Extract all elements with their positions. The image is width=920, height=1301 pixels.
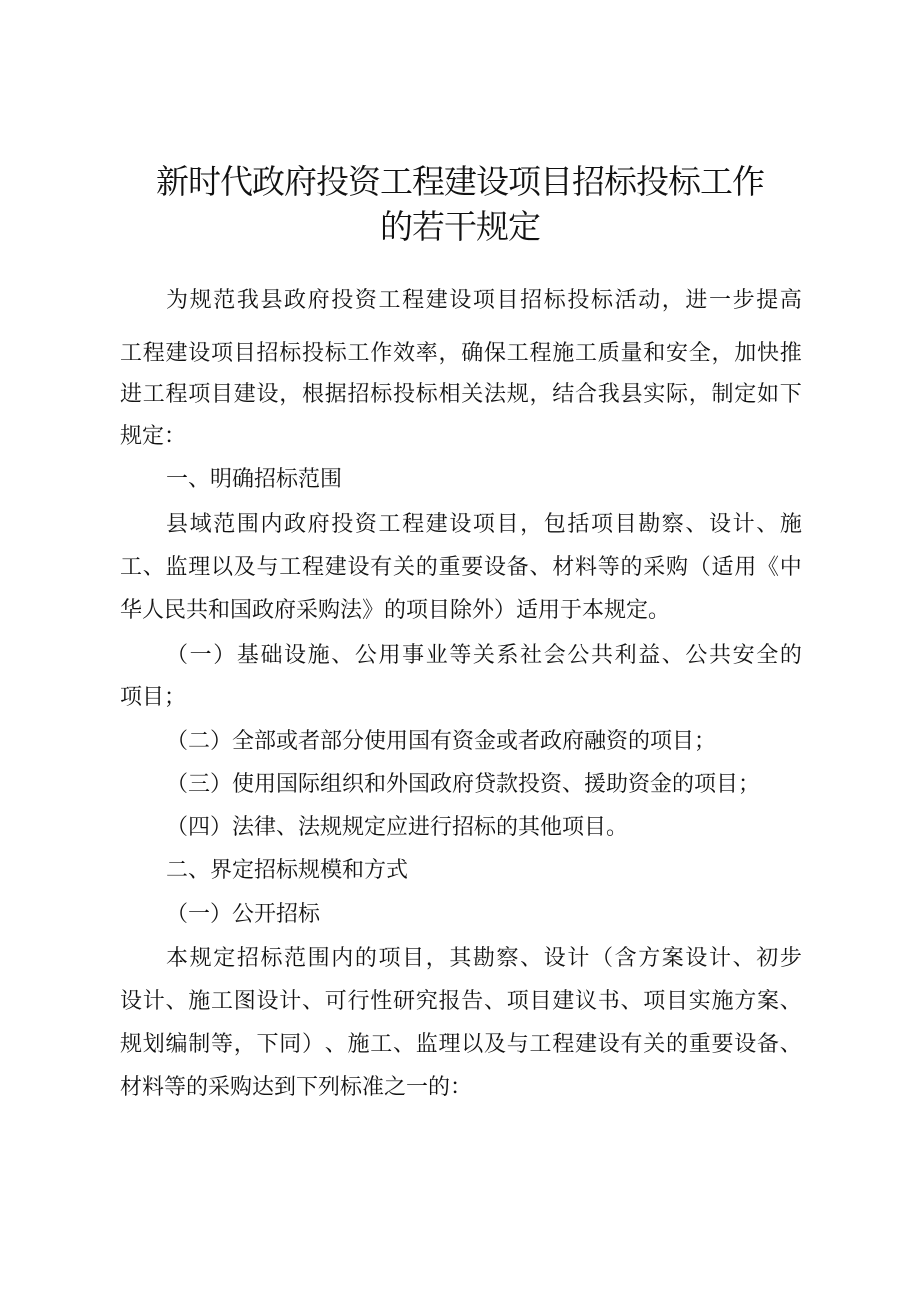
section-2-subheading: （一）公开招标 xyxy=(166,902,321,927)
section-1-item-3: （三）使用国际组织和外国政府贷款投资、援助资金的项目； xyxy=(166,772,761,797)
section-1-body-line-2: 工 、 监 理 以 及 与 工 程 建 设 有 关 的 重 要 设 备 、 材 料 等 的 采 购 （ 适 用 《 中 xyxy=(120,555,802,580)
section-1-item-2: （二）全部或者部分使用国有资金或者政府融资的项目； xyxy=(166,729,717,754)
section-2-body-line-2: 设 计 、 施 工 图 设 计 、 可 行 性 研 究 报 告 、 项 目 建 议 书 、 项 目 实 施 方 案 、 xyxy=(120,989,802,1014)
section-1-body-line-3: 华人民共和国政府采购法》的项目除外）适用于本规定。 xyxy=(120,598,671,623)
document-title-line-2: 的若干规定 xyxy=(380,207,540,246)
document-title-line-1: 新时代政府投资工程建设项目招标投标工作 xyxy=(156,162,764,201)
section-2-heading: 二、界定招标规模和方式 xyxy=(166,858,409,883)
intro-line-4: 规定： xyxy=(120,424,187,449)
intro-line-3: 进 工 程 项 目 建 设 ， 根 据 招 标 投 标 相 关 法 规 ， 结 合 我 县 实 际 ， 制 定 如 下 xyxy=(120,382,802,407)
intro-line-1: 为 规 范 我 县 政 府 投 资 工 程 建 设 项 目 招 标 投 标 活 动 ， 进 一 步 提 高 xyxy=(166,288,802,313)
section-2-body-line-1: 本 规 定 招 标 范 围 内 的 项 目 ， 其 勘 察 、 设 计 （ 含 方 案 设 计 、 初 步 xyxy=(166,946,802,971)
section-1-body-line-1: 县 域 范 围 内 政 府 投 资 工 程 建 设 项 目 ， 包 括 项 目 勘 察 、 设 计 、 施 xyxy=(166,512,802,537)
section-1-heading: 一、明确招标范围 xyxy=(166,467,343,492)
section-2-body-line-3: 规 划 编 制 等 ， 下 同 ） 、 施 工 、 监 理 以 及 与 工 程 建 设 有 关 的 重 要 设 备 、 xyxy=(120,1032,802,1057)
section-2-body-line-4: 材料等的采购达到下列标准之一的： xyxy=(120,1075,473,1100)
section-1-item-1-cont: 项目； xyxy=(120,685,187,710)
intro-line-2: 工 程 建 设 项 目 招 标 投 标 工 作 效 率 ， 确 保 工 程 施 工 质 量 和 安 全 ， 加 快 推 xyxy=(120,341,802,366)
section-1-item-4: （四）法律、法规规定应进行招标的其他项目。 xyxy=(166,815,629,840)
section-1-item-1: （ 一 ） 基 础 设 施 、 公 用 事 业 等 关 系 社 会 公 共 利 益 、 公 共 安 全 的 xyxy=(166,643,802,668)
